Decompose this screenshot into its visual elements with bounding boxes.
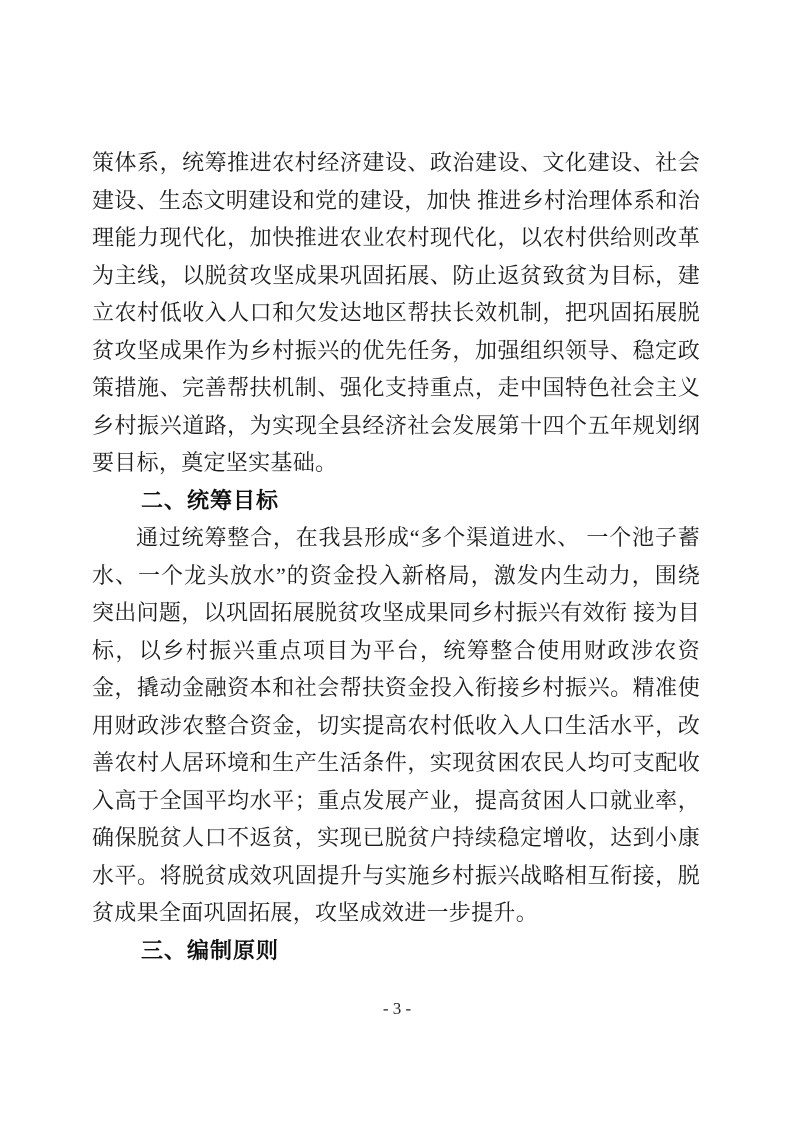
section-heading-compilation-principles: 三、编制原则: [141, 937, 280, 963]
page-number: - 3 -: [382, 999, 412, 1018]
document-content: [92, 144, 700, 969]
paragraph-continuation: 策体系，统筹推进农村经济建设、政治建设、文化建设、社会建设、生态文明建设和党的建设，加快 推进乡村治理体系和治理能力现代化，加快推进农业农村现代化，以农村供给则改革为主线，以脱贫攻坚成果巩固拓展、防止返贫致贫为目标，建立农村低收入人口和欠发达地区帮扶长效机制，把巩固拓展脱贫攻坚成果作为乡村振兴的优先任务，加强组织领导、稳定政策措施、完善帮扶机制、强化支持重点，走中国特色社会主义乡村振兴道路，为实现全县经济社会发展第十四个五年规划纲要目标，奠定坚实基础。: [92, 150, 700, 475]
paragraph-overall-goals: 通过统筹整合，在我县形成“多个渠道进水、 一个池子蓄水、一个龙头放水”的资金投入新格局，激发内生动力，围绕突出问题，以巩固拓展脱贫攻坚成果同乡村振兴有效衔 接为目标，以乡村振兴重点项目为平台，统筹整合使用财政涉农资金，撬动金融资本和社会帮扶资金投入衔接乡村振兴。精准使用财政涉农整合资金，切实提高农村低收入人口生活水平，改善农村人居环境和生产生活条件，实现贫困农民人均可支配收入高于全国平均水平；重点发展产业，提高贫困人口就业率，确保脱贫人口不返贫，实现已脱贫户持续稳定增收，达到小康水平。将脱贫成效巩固提升与实施乡村振兴战略相互衔接，脱贫成果全面巩固拓展，攻坚成效进一步提升。: [92, 525, 700, 925]
section-heading-overall-goals: 二、统筹目标: [141, 487, 280, 513]
page-footer: [0, 998, 794, 1020]
